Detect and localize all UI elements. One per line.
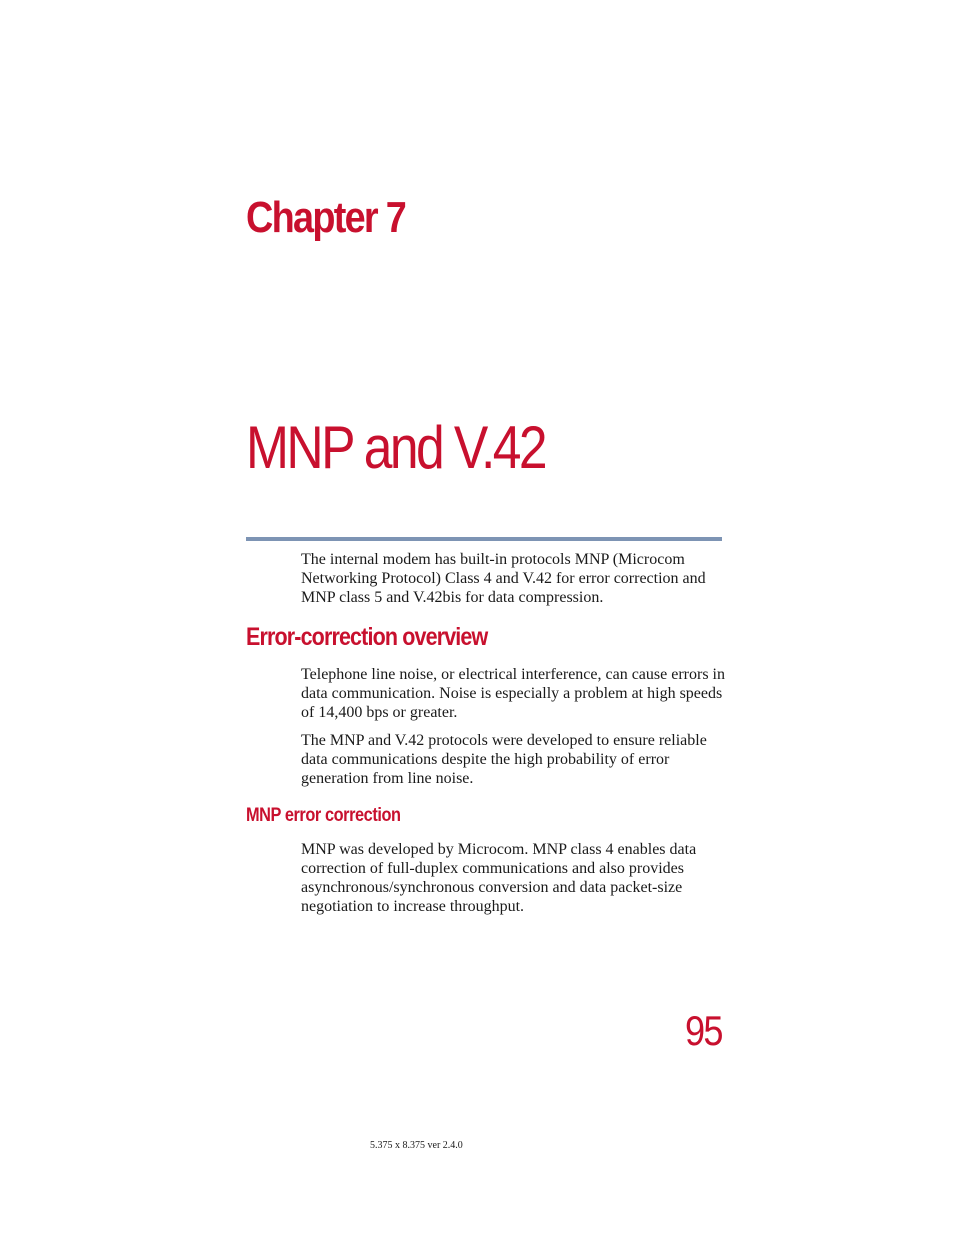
body-paragraph-protocols: The MNP and V.42 protocols were developed to ensure reliable data communications despite the high probability of error generation from line noise. xyxy=(301,732,707,787)
title-divider xyxy=(246,537,722,541)
subsection-heading-mnp-error-correction: MNP error correction xyxy=(246,805,401,826)
intro-paragraph: The internal modem has built-in protocols MNP (Microcom Networking Protocol) Class 4 and V.42 for error correction and MNP class 5 and V.42bis for data compression. xyxy=(301,551,706,606)
section-heading-error-correction-overview: Error-correction overview xyxy=(246,623,488,651)
page-number: 95 xyxy=(685,1007,722,1054)
body-paragraph-mnp: MNP was developed by Microcom. MNP class 4 enables data correction of full-duplex communications and also provides asynchronous/synchronous conversion and data packet-size negotiation to increase throughput. xyxy=(301,841,697,915)
chapter-label: Chapter 7 xyxy=(246,193,406,242)
body-paragraph-line-noise: Telephone line noise, or electrical interference, can cause errors in data communication. Noise is especially a problem at high speeds of 14,400 bps or greater. xyxy=(301,666,725,721)
chapter-title: MNP and V.42 xyxy=(246,414,545,481)
footer-version-info: 5.375 x 8.375 ver 2.4.0 xyxy=(370,1140,463,1151)
